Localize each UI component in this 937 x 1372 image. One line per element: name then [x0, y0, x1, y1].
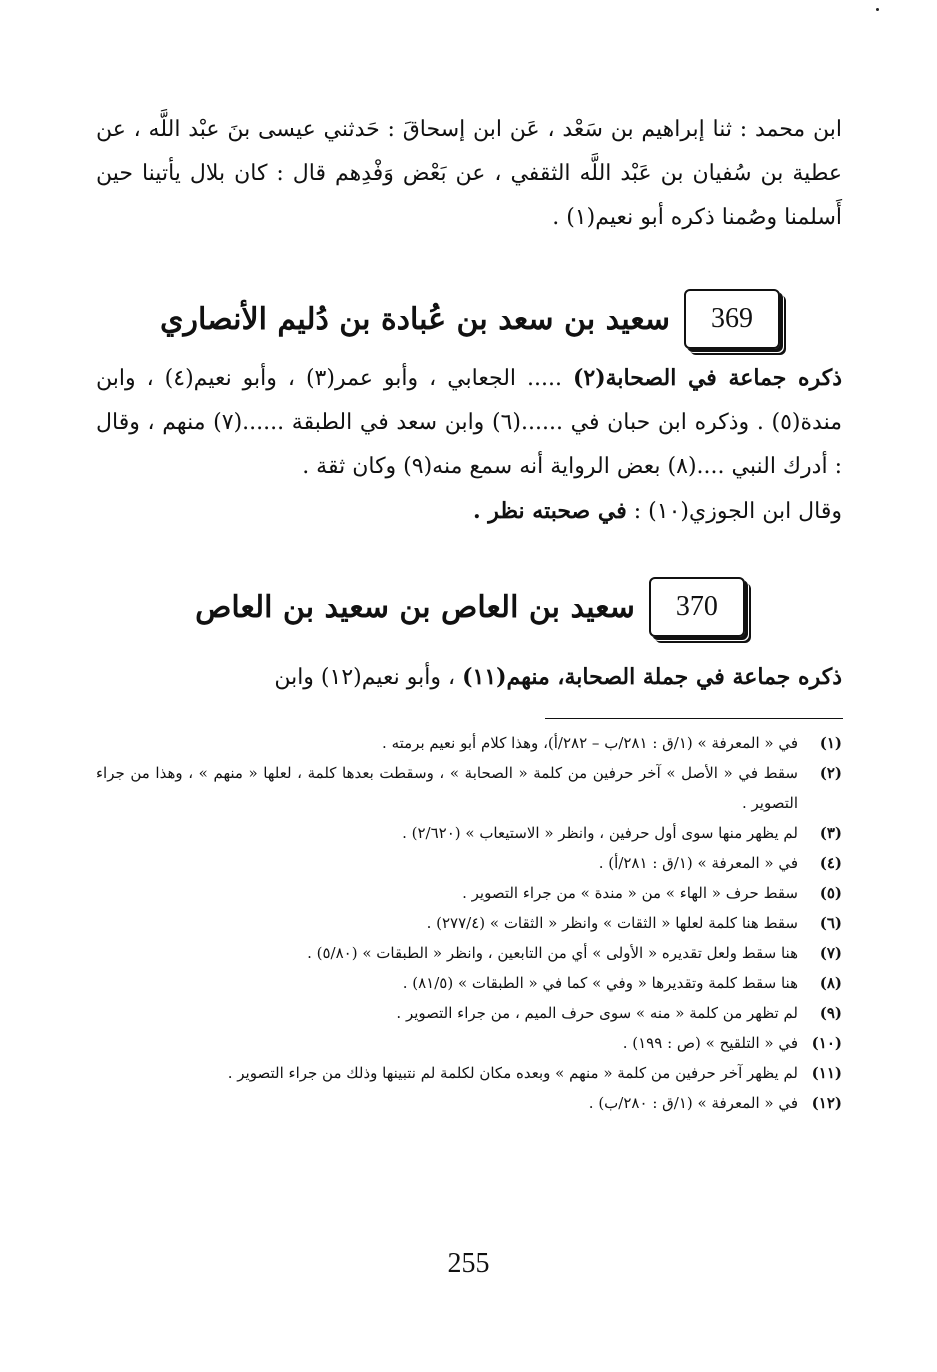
footnote — [96, 818, 842, 848]
entry-title: سعيد بن سعد بن عُبادة بن دُليم الأنصاري — [159, 301, 671, 337]
footnote — [96, 878, 842, 908]
footnote-number: (٧) — [819, 944, 842, 962]
footnote — [96, 1028, 842, 1058]
intro-paragraph: ابن محمد : ثنا إبراهيم بن سَعْد ، عَن ابن إسحاقَ : حَدثني عيسى بنَ عبْد اللَّه ، عن عطية بن سُفيان بن عَبْد اللَّه الثقفي ، عن بَعْض وَفْدِهم قال : كان بلال يأتينا حين أَسلمنا وصُمنا ذكره أبو نعيم(١) . — [96, 117, 842, 230]
footnote-number: (٨) — [819, 974, 842, 992]
footnote-text: في « المعرفة » (١/ق : ٢٨١/أ) . — [598, 854, 798, 872]
footnote-text: لم يظهر آخر حرفين من كلمة « منهم » وبعده مكان لكلمة لم نتبينها وذلك من جراء التصوير . — [227, 1064, 798, 1082]
page-number: 255 — [447, 1248, 490, 1279]
footnote — [96, 848, 842, 878]
footnote — [96, 758, 842, 818]
footnotes — [96, 728, 842, 1118]
footnote-number: (١١) — [811, 1064, 842, 1082]
footnote-text: سقط حرف « الهاء » من « مندة » من جراء التصوير . — [462, 884, 798, 902]
footnote-text: في « المعرفة » (١/ق : ٢٨١/ب – ٢٨٢/أ)، وهذا كلام أبو نعيم برمته . — [382, 734, 798, 752]
footnote — [96, 938, 842, 968]
entry-number-box: 369 — [684, 289, 780, 349]
footnote-number: (٩) — [819, 1004, 842, 1022]
entry-title: سعيد بن العاص بن سعيد بن العاص — [195, 589, 635, 625]
footnote-number: (٤) — [819, 854, 842, 872]
footnote-text: لم يظهر منها سوى أول حرفين ، وانظر « الاستيعاب » (٢/٦٢٠) . — [402, 824, 798, 842]
entry-370-body — [96, 655, 842, 700]
entry-369-heading — [150, 280, 790, 358]
entry-text: ..... الجعابي ، وأبو عمر(٣) ، وأبو نعيم(٤) ، وابن مندة(٥) . وذكره ابن حبان في ......(٦) وابن سعد في الطبقة ......(٧) منهم ، وقال : أدرك النبي ....(٨) بعض الرواية أنه سمع منه(٩) وكان ثقة . — [96, 366, 842, 479]
entry-closing: وقال ابن الجوزي(١٠) : — [633, 499, 842, 524]
footnote-text: سقط هنا كلمة لعلها « الثقات » وانظر « الثقات » (٢٧٧/٤) . — [426, 914, 798, 932]
entry-lead: ذكره جماعة في جملة الصحابة، منهم(١١) — [462, 664, 842, 690]
footnote-number: (١) — [819, 734, 842, 752]
footnote — [96, 1088, 842, 1118]
footnote-number: (١٠) — [811, 1034, 842, 1052]
entry-text: ، وأبو نعيم(١٢) وابن — [274, 665, 456, 690]
footnote-text: هنا سقط ولعل تقديره « الأولى » أي من التابعين ، وانظر « الطبقات » (٥/٨٠) . — [307, 944, 798, 962]
entry-closing-bold: في صحبته نظر . — [472, 498, 627, 524]
footnote-text: هنا سقط كلمة وتقديرها « وفي » كما في « الطبقات » (٨١/٥) . — [402, 974, 798, 992]
footnote-number: (٣) — [819, 824, 842, 842]
entry-370-heading — [150, 568, 790, 646]
footnote-text: في « المعرفة » (١/ق : ٢٨٠/ب) . — [588, 1094, 798, 1112]
entry-lead: ذكره جماعة في الصحابة(٢) — [572, 365, 842, 391]
footnote-number: (١٢) — [811, 1094, 842, 1112]
entry-number-box: 370 — [649, 577, 745, 637]
footnote-text: لم تظهر من كلمة « منه » سوى حرف الميم ، من جراء التصوير . — [396, 1004, 798, 1022]
footnote-number: (٦) — [819, 914, 842, 932]
footnote — [96, 998, 842, 1028]
scan-speck — [876, 8, 879, 11]
footnote-number: (٢) — [819, 764, 842, 782]
footnote-number: (٥) — [819, 884, 842, 902]
footnote-separator — [545, 718, 843, 719]
footnote — [96, 908, 842, 938]
footnote — [96, 1058, 842, 1088]
entry-369-body — [96, 356, 842, 534]
footnote — [96, 968, 842, 998]
footnote — [96, 728, 842, 758]
footnote-text: في « التلقيح » (ص : ١٩٩) . — [622, 1034, 798, 1052]
footnote-text: سقط في « الأصل » آخر حرفين من كلمة « الصحابة » ، وسقطت بعدها كلمة ، لعلها « منهم » ، وهذا من جراء التصوير . — [96, 764, 798, 812]
